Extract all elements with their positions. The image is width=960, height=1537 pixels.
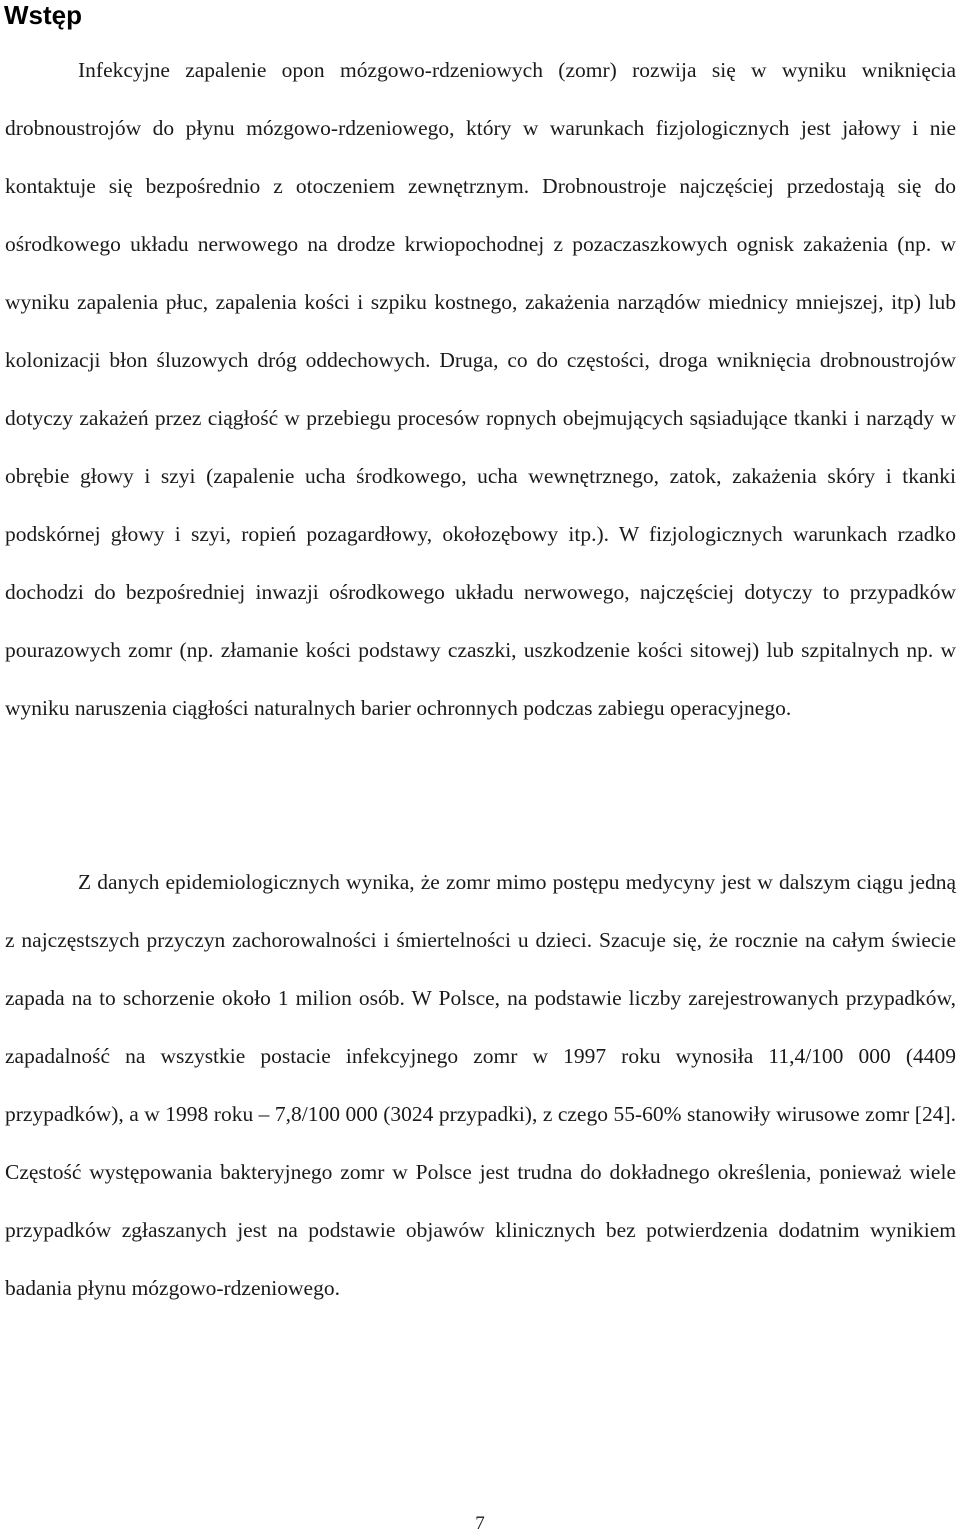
paragraph-2: Z danych epidemiologicznych wynika, że zomr mimo postępu medycyny jest w dalszym ciągu jedną z najczęstszych przyczyn zachorowalności i śmiertelności u dzieci. Szacuje się, że rocznie na całym świecie zapada na to schorzenie około 1 milion osób. W Polsce, na podstawie liczby zarejestrowanych przypadków, zapadalność na wszystkie postacie infekcyjnego zomr w 1997 roku wynosiła 11,4/100 000 (4409 przypadków), a w 1998 roku – 7,8/100 000 (3024 przypadki), z czego 55-60% stanowiły wirusowe zomr [24]. Częstość występowania bakteryjnego zomr w Polsce jest trudna do dokładnego określenia, ponieważ wiele przypadków zgłaszanych jest na podstawie objawów klinicznych bez potwierdzenia dodatnim wynikiem badania płynu mózgowo-rdzeniowego.	[5, 870, 956, 1300]
section-heading: Wstęp	[4, 0, 82, 30]
page-number: 7	[475, 1513, 485, 1534]
paragraph-1: Infekcyjne zapalenie opon mózgowo-rdzeniowych (zomr) rozwija się w wyniku wniknięcia drobnoustrojów do płynu mózgowo-rdzeniowego, który w warunkach fizjologicznych jest jałowy i nie kontaktuje się bezpośrednio z otoczeniem zewnętrznym. Drobnoustroje najczęściej przedostają się do ośrodkowego układu nerwowego na drodze krwiopochodnej z pozaczaszkowych ognisk zakażenia (np. w wyniku zapalenia płuc, zapalenia kości i szpiku kostnego, zakażenia narządów miednicy mniejszej, itp) lub kolonizacji błon śluzowych dróg oddechowych. Druga, co do częstości, droga wniknięcia drobnoustrojów dotyczy zakażeń przez ciągłość w przebiegu procesów ropnych obejmujących sąsiadujące tkanki i narządy w obrębie głowy i szyi (zapalenie ucha środkowego, ucha wewnętrznego, zatok, zakażenia skóry i tkanki podskórnej głowy i szyi, ropień pozagardłowy, okołozębowy itp.). W fizjologicznych warunkach rzadko dochodzi do bezpośredniej inwazji ośrodkowego układu nerwowego, najczęściej dotyczy to przypadków pourazowych zomr (np. złamanie kości podstawy czaszki, uszkodzenie kości sitowej) lub szpitalnych np. w wyniku naruszenia ciągłości naturalnych barier ochronnych podczas zabiegu operacyjnego.	[5, 58, 956, 720]
